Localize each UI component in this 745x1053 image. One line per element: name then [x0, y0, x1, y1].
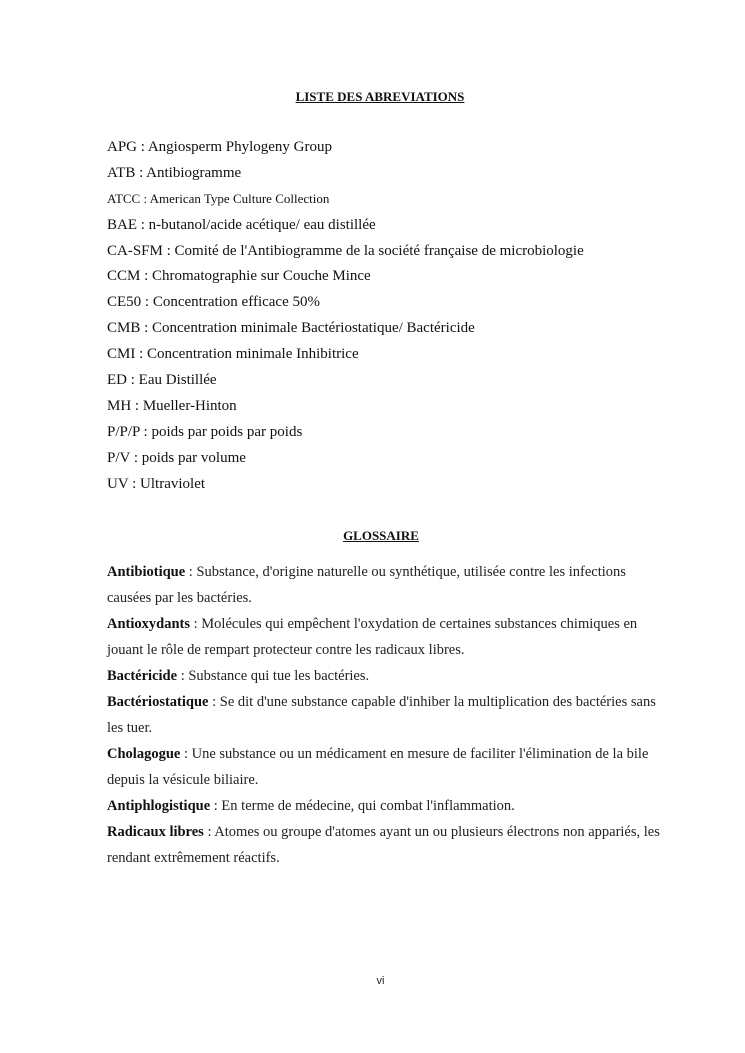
glossary-term: Antibiotique: [107, 564, 186, 580]
abbreviation-item: ED : Eau Distillée: [107, 372, 217, 389]
glossary-definition: : Se dit d'une substance capable d'inhiber la multiplication des bactéries sans les tuer.: [107, 694, 656, 736]
glossary-entry: [107, 663, 667, 689]
abbreviation-item: CA-SFM : Comité de l'Antibiogramme de la société française de microbiologie: [107, 242, 584, 259]
abbreviation-item: BAE : n-butanol/acide acétique/ eau distillée: [107, 216, 376, 233]
glossary-term: Bactériostatique: [107, 694, 209, 710]
glossary-definition: : Substance, d'origine naturelle ou synthétique, utilisée contre les infections causées par les bactéries.: [107, 564, 626, 606]
glossary-term: Antioxydants: [107, 616, 190, 632]
glossary-definition: : Substance qui tue les bactéries.: [177, 668, 370, 684]
glossary-definition: : Molécules qui empêchent l'oxydation de certaines substances chimiques en jouant le rôle de rempart protecteur contre les radicaux libres.: [107, 616, 638, 658]
glossary-definition: : Atomes ou groupe d'atomes ayant un ou plusieurs électrons non appariés, les rendant extrêmement réactifs.: [107, 824, 660, 866]
glossary-term: Cholagogue: [107, 746, 181, 762]
glossary-entry: [107, 611, 667, 663]
glossary-definition: : En terme de médecine, qui combat l'inflammation.: [210, 798, 515, 814]
glossary-title: GLOSSAIRE: [343, 528, 419, 543]
glossary-list: [107, 559, 667, 871]
page-number: vi: [376, 975, 385, 987]
glossary-entry: [107, 819, 667, 871]
glossary-entry: [107, 793, 667, 819]
glossary-definition: : Une substance ou un médicament en mesure de faciliter l'élimination de la bile depuis la vésicule biliaire.: [107, 746, 649, 788]
abbreviation-item: APG : Angiosperm Phylogeny Group: [107, 139, 332, 155]
abbreviation-item: P/P/P : poids par poids par poids: [107, 423, 303, 440]
abbreviation-item: UV : Ultraviolet: [107, 475, 206, 492]
glossary-term: Antiphlogistique: [107, 798, 211, 814]
abbreviation-item: CCM : Chromatographie sur Couche Mince: [107, 268, 371, 285]
abbreviation-item: CMB : Concentration minimale Bactériostatique/ Bactéricide: [107, 320, 475, 337]
glossary-term: Radicaux libres: [107, 824, 204, 840]
glossary-entry: [107, 741, 667, 793]
abbreviations-title: LISTE DES ABREVIATIONS: [295, 89, 465, 104]
abbreviation-item: ATCC : American Type Culture Collection: [107, 190, 330, 206]
abbreviation-item: CE50 : Concentration efficace 50%: [107, 294, 320, 311]
abbreviation-item: CMI : Concentration minimale Inhibitrice: [107, 346, 359, 363]
abbreviation-item: ATB : Antibiogramme: [107, 164, 242, 181]
abbreviation-item: MH : Mueller-Hinton: [107, 397, 237, 414]
glossary-term: Bactéricide: [107, 668, 178, 684]
abbreviation-item: P/V : poids par volume: [107, 449, 246, 466]
glossary-entry: [107, 689, 667, 741]
abbreviations-list: [107, 138, 707, 500]
glossary-entry: [107, 559, 667, 611]
